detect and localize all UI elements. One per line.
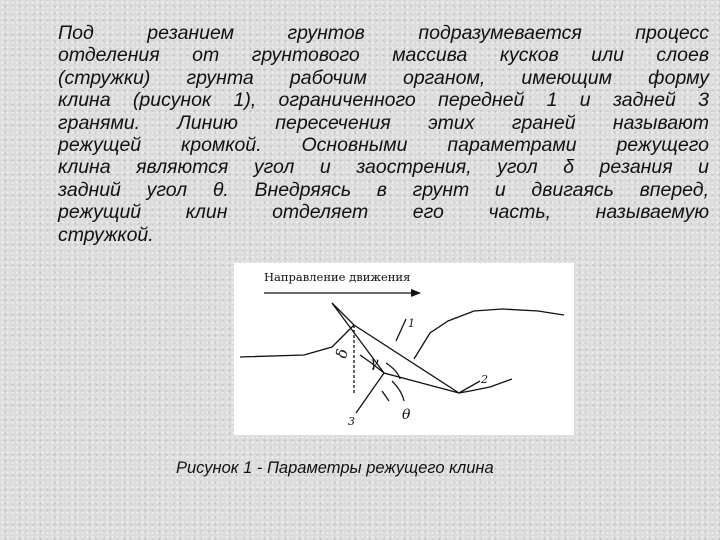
- front-face-number: 1: [408, 317, 415, 330]
- text-line: клина (рисунок 1), ограниченного передней 1 и задней 3: [58, 89, 709, 112]
- text-line: режущей кромкой. Основными параметрами режущего: [58, 134, 709, 157]
- text-line: клина являются угол и заострения, угол δ резания и: [58, 156, 709, 179]
- figure-caption: Рисунок 1 - Параметры режущего клина: [176, 459, 494, 477]
- text-line: стружкой.: [58, 223, 154, 246]
- text-line: режущий клин отделяет его часть, называемую: [58, 201, 709, 224]
- cutting-wedge-figure: [234, 263, 574, 435]
- direction-arrow: [264, 270, 420, 293]
- direction-label: Направление движения: [264, 270, 411, 284]
- body-text: [58, 22, 709, 246]
- text-line: (стружки) грунта рабочим органом, имеющим форму: [58, 66, 709, 89]
- leader-front-face: [396, 319, 406, 341]
- edge-number: 2: [481, 373, 488, 386]
- text-line: гранями. Линию пересечения этих граней называют: [58, 111, 709, 134]
- delta-label: δ: [332, 347, 352, 360]
- text-line: отделения от грунтового массива кусков или слоев: [58, 44, 709, 67]
- wedge-diagram: [234, 263, 574, 435]
- back-face-number: 3: [348, 415, 355, 428]
- leader-back-face: [356, 373, 384, 413]
- arc-theta: [392, 381, 404, 401]
- ground-surface: [240, 309, 564, 359]
- theta-arrow: [382, 391, 389, 401]
- theta-label: θ: [402, 407, 411, 423]
- text-line: задний угол θ. Внедряясь в грунт и двигаясь вперед,: [58, 178, 709, 201]
- wedge-drawing: [240, 303, 564, 413]
- gamma-label: γ: [370, 355, 379, 371]
- wedge-outline: [332, 303, 459, 393]
- text-line: Под резанием грунтов подразумевается процесс: [58, 22, 709, 44]
